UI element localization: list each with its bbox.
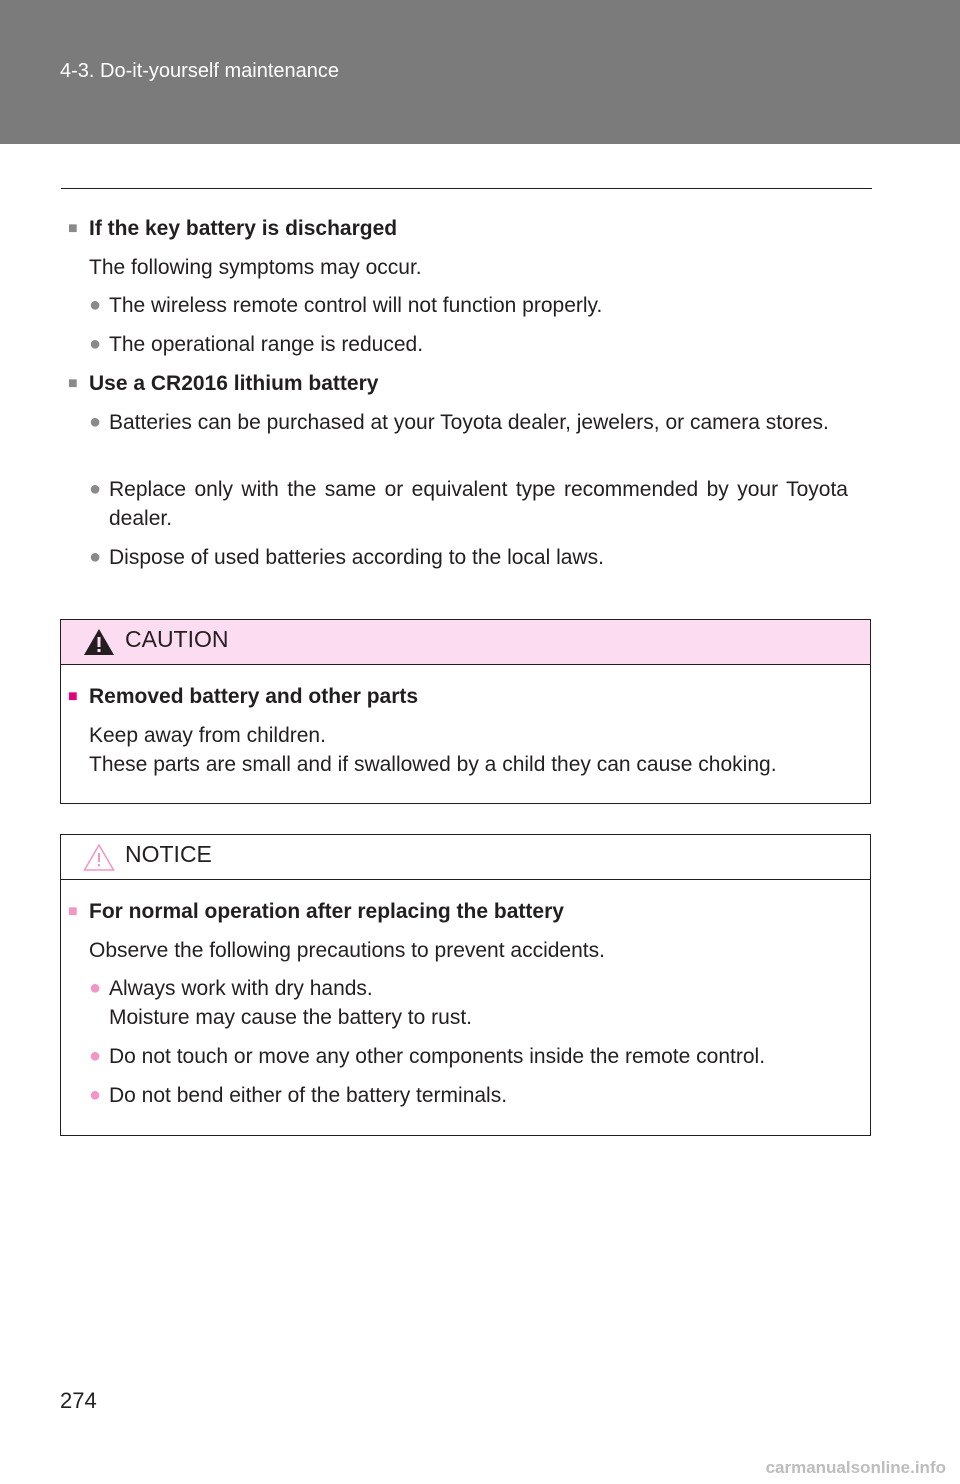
caution-text-line: These parts are small and if swallowed by a child they can cause choking. [89,753,777,776]
square-bullet-icon: ■ [68,903,78,920]
list-item: Do not touch or move any other components inside the remote control. [109,1045,766,1068]
list-item: The operational range is reduced. [109,333,424,356]
round-bullet-icon: ● [89,478,102,500]
caution-text-line: Keep away from children. [89,724,326,747]
list-item: Batteries can be purchased at your Toyota dealer, jewelers, or camera stores. [109,411,829,434]
heading-key-battery-discharged: If the key battery is discharged [89,217,398,240]
page-number: 274 [60,1388,97,1413]
page-header [0,0,960,144]
list-item: Always work with dry hands. [109,977,373,1000]
list-item: The wireless remote control will not function properly. [109,294,603,317]
round-bullet-icon: ● [89,977,102,999]
notice-heading: For normal operation after replacing the battery [89,900,564,923]
caution-label: CAUTION [125,626,229,652]
round-bullet-icon: ● [89,546,102,568]
caution-header [61,620,870,665]
round-bullet-icon: ● [89,333,102,355]
list-item: Do not bend either of the battery terminals. [109,1084,508,1107]
square-bullet-icon: ■ [68,688,78,705]
section-title: 4-3. Do-it-yourself maintenance [60,60,340,82]
top-divider [61,188,872,189]
notice-box [60,834,871,1136]
list-item: Replace only with the same or equivalent type recommended by your Toyota dealer. [109,478,848,530]
round-bullet-icon: ● [89,1084,102,1106]
notice-intro: Observe the following precautions to prevent accidents. [89,939,605,962]
list-item: Dispose of used batteries according to the local laws. [109,546,604,569]
round-bullet-icon: ● [89,1045,102,1067]
caution-box [60,619,871,804]
heading-use-cr2016: Use a CR2016 lithium battery [89,372,379,395]
square-bullet-icon: ■ [68,220,78,237]
square-bullet-icon: ■ [68,375,78,392]
round-bullet-icon: ● [89,411,102,433]
warning-triangle-icon [83,628,115,656]
notice-triangle-icon [83,843,115,871]
caution-heading: Removed battery and other parts [89,685,419,708]
list-item-continuation: Moisture may cause the battery to rust. [109,1006,472,1029]
notice-label: NOTICE [125,841,212,867]
round-bullet-icon: ● [89,294,102,316]
watermark: carmanualsonline.info [765,1458,946,1477]
notice-header [61,835,870,880]
symptoms-intro: The following symptoms may occur. [89,256,422,279]
